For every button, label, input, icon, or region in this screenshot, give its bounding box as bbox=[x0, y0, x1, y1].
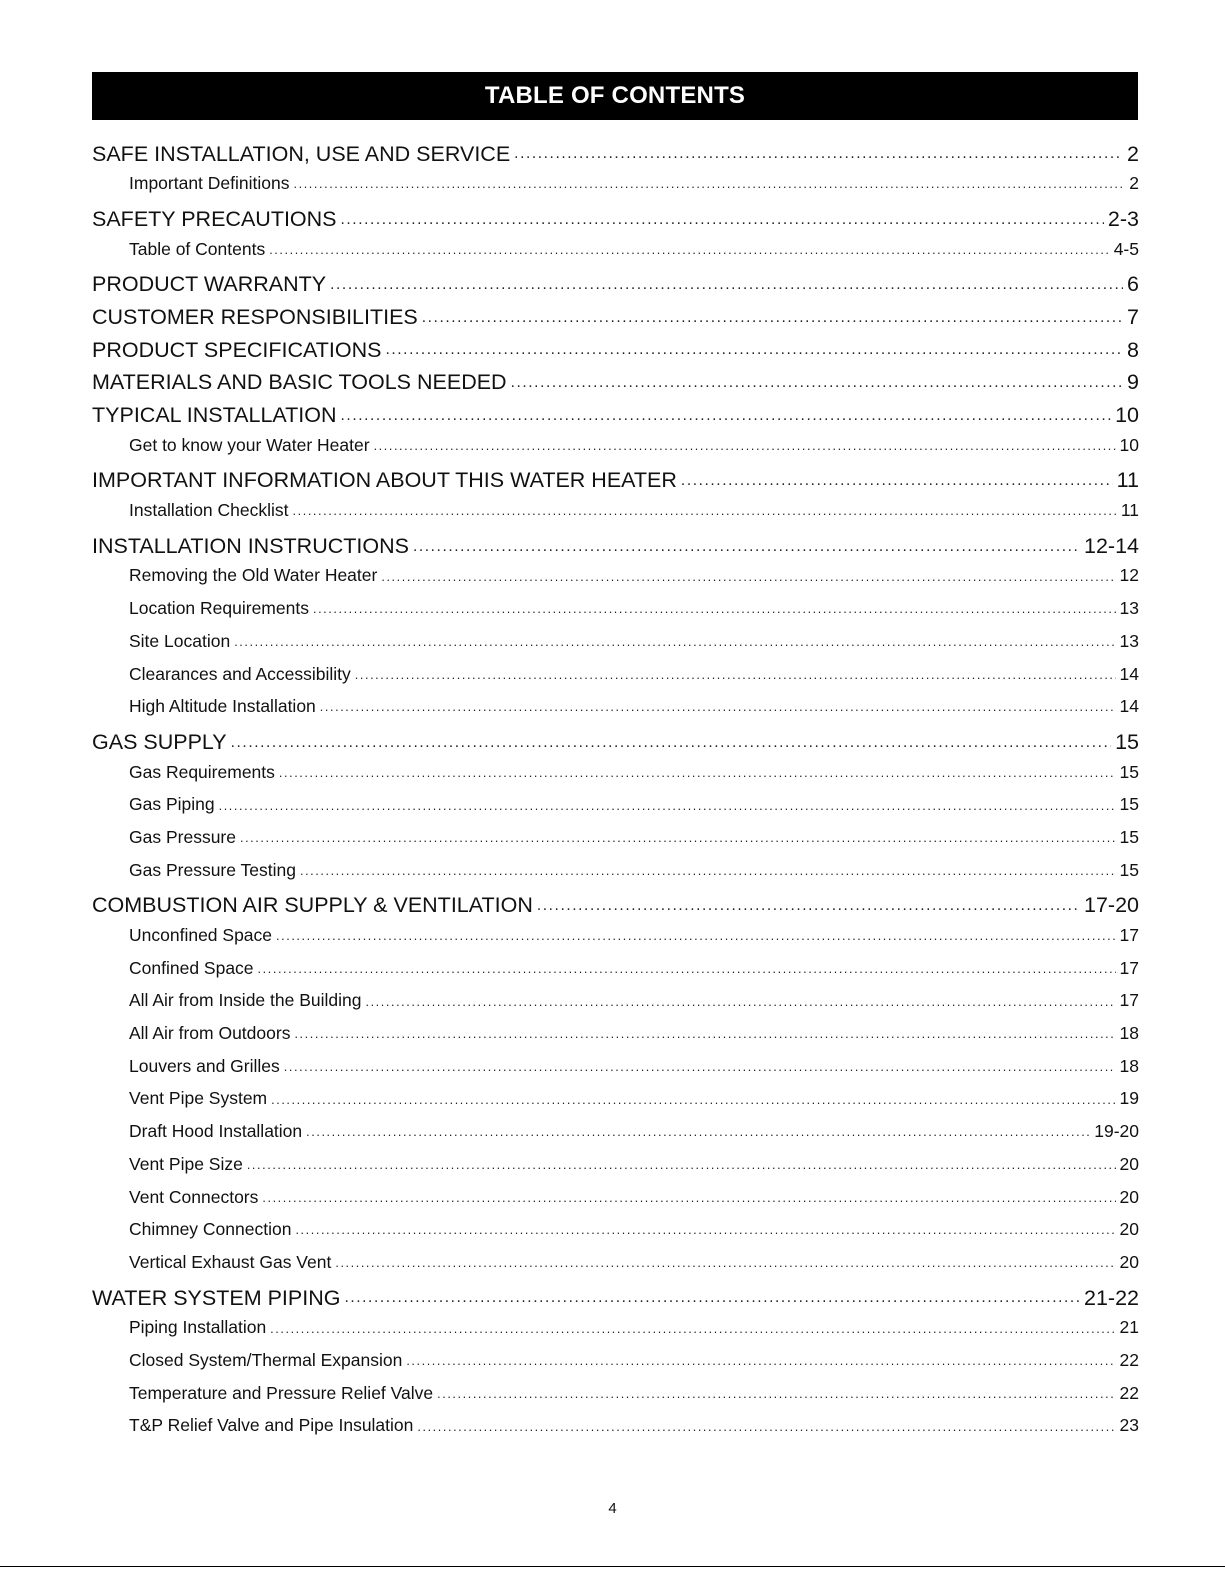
dot-leader bbox=[365, 989, 1115, 1007]
toc-entry-page: 18 bbox=[1119, 1023, 1139, 1044]
toc-entry-page: 14 bbox=[1119, 696, 1139, 717]
toc-subsection-entry bbox=[92, 1120, 1139, 1153]
toc-entry-page: 4-5 bbox=[1113, 238, 1139, 259]
toc-entry-label: All Air from Inside the Building bbox=[129, 990, 362, 1011]
toc-entry-page: 6 bbox=[1127, 272, 1139, 297]
toc-subsection-entry bbox=[92, 1022, 1139, 1055]
toc-entry-page: 11 bbox=[1116, 468, 1139, 493]
toc-entry-page: 20 bbox=[1119, 1186, 1139, 1207]
dot-leader bbox=[335, 1250, 1115, 1268]
toc-subsection-entry bbox=[92, 1316, 1139, 1349]
toc-subsection-entry bbox=[92, 858, 1139, 891]
toc-entry-page: 22 bbox=[1119, 1382, 1139, 1403]
toc-entry-label: WATER SYSTEM PIPING bbox=[92, 1285, 341, 1310]
dot-leader bbox=[406, 1348, 1115, 1366]
toc-section-entry bbox=[92, 204, 1139, 237]
toc-subsection-entry bbox=[92, 1054, 1139, 1087]
toc-entry-page: 8 bbox=[1127, 337, 1139, 362]
toc-entry-label: Closed System/Thermal Expansion bbox=[129, 1349, 403, 1370]
toc-entry-page: 15 bbox=[1119, 859, 1139, 880]
dot-leader bbox=[295, 1218, 1115, 1236]
toc-entry-page: 15 bbox=[1115, 729, 1139, 754]
dot-leader bbox=[344, 1283, 1080, 1305]
toc-entry-page: 21-22 bbox=[1084, 1285, 1139, 1310]
toc-entry-page: 17 bbox=[1119, 957, 1139, 978]
toc-entry-page: 17 bbox=[1119, 990, 1139, 1011]
toc-entry-label: Unconfined Space bbox=[129, 925, 273, 945]
toc-entry-label: T&P Relief Valve and Pipe Insulation bbox=[129, 1415, 414, 1436]
toc-title: TABLE OF CONTENTS bbox=[484, 82, 746, 109]
toc-subsection-entry bbox=[92, 1185, 1139, 1218]
toc-entry-page: 9 bbox=[1127, 370, 1139, 395]
toc-entry-label: Louvers and Grilles bbox=[129, 1055, 280, 1076]
toc-entry-label: Location Requirements bbox=[129, 598, 309, 619]
toc-entry-page: 13 bbox=[1119, 598, 1139, 619]
dot-leader bbox=[294, 172, 1126, 190]
dot-leader bbox=[381, 564, 1115, 582]
toc-entry-label: Vertical Exhaust Gas Vent bbox=[129, 1251, 332, 1272]
toc-section-entry bbox=[92, 531, 1139, 564]
toc-entry-label: Chimney Connection bbox=[129, 1219, 292, 1240]
toc-entry-label: Table of Contents bbox=[129, 238, 266, 259]
dot-leader bbox=[276, 924, 1116, 942]
toc-section-entry bbox=[92, 302, 1139, 335]
dot-leader bbox=[341, 204, 1104, 226]
toc-entry-page: 12 bbox=[1119, 565, 1139, 586]
toc-list bbox=[92, 139, 1139, 1447]
dot-leader bbox=[270, 1316, 1115, 1334]
toc-entry-label: TYPICAL INSTALLATION bbox=[92, 403, 337, 427]
toc-section-entry bbox=[92, 270, 1139, 303]
toc-entry-page: 18 bbox=[1119, 1055, 1139, 1076]
toc-subsection-entry bbox=[92, 629, 1139, 662]
dot-leader bbox=[284, 1054, 1116, 1072]
toc-subsection-entry bbox=[92, 1381, 1139, 1414]
dot-leader bbox=[258, 956, 1116, 974]
dot-leader bbox=[240, 825, 1116, 843]
toc-subsection-entry bbox=[92, 597, 1139, 630]
toc-subsection-entry bbox=[92, 433, 1139, 466]
toc-entry-label: SAFETY PRECAUTIONS bbox=[92, 206, 337, 231]
toc-entry-label: Get to know your Water Heater bbox=[129, 434, 370, 455]
toc-entry-label: Draft Hood Installation bbox=[129, 1121, 303, 1142]
toc-entry-page: 20 bbox=[1119, 1219, 1139, 1240]
toc-subsection-entry bbox=[92, 760, 1139, 793]
dot-leader bbox=[330, 270, 1123, 292]
dot-leader bbox=[279, 760, 1116, 778]
dot-leader bbox=[341, 401, 1112, 423]
toc-entry-label: Gas Requirements bbox=[129, 761, 275, 782]
toc-entry-page: 7 bbox=[1127, 304, 1139, 329]
toc-entry-label: Confined Space bbox=[129, 957, 254, 978]
toc-entry-label: Site Location bbox=[129, 630, 231, 651]
dot-leader bbox=[422, 302, 1123, 324]
toc-entry-label: Gas Pressure bbox=[129, 826, 236, 847]
toc-entry-label: Vent Connectors bbox=[129, 1186, 259, 1207]
toc-subsection-entry bbox=[92, 695, 1139, 728]
toc-entry-page: 15 bbox=[1119, 794, 1139, 815]
toc-section-entry bbox=[92, 368, 1139, 401]
toc-entry-page: 14 bbox=[1119, 663, 1139, 684]
toc-subsection-entry bbox=[92, 1152, 1139, 1185]
toc-entry-page: 20 bbox=[1119, 1251, 1139, 1272]
toc-entry-label: CUSTOMER RESPONSIBILITIES bbox=[92, 304, 418, 329]
dot-leader bbox=[511, 368, 1123, 390]
toc-subsection-entry bbox=[92, 924, 1139, 957]
toc-entry-page: 17-20 bbox=[1084, 893, 1139, 918]
toc-entry-page: 21 bbox=[1119, 1317, 1139, 1338]
dot-leader bbox=[320, 695, 1116, 713]
toc-entry-label: Piping Installation bbox=[129, 1317, 267, 1338]
toc-section-entry bbox=[92, 891, 1139, 924]
bottom-rule bbox=[0, 1566, 1225, 1567]
toc-entry-label: GAS SUPPLY bbox=[92, 729, 227, 754]
toc-entry-page: 22 bbox=[1119, 1349, 1139, 1370]
toc-section-entry bbox=[92, 466, 1139, 499]
dot-leader bbox=[247, 1152, 1116, 1170]
toc-subsection-entry bbox=[92, 499, 1139, 532]
dot-leader bbox=[681, 466, 1113, 488]
dot-leader bbox=[231, 727, 1111, 749]
toc-subsection-entry bbox=[92, 1087, 1139, 1120]
toc-entry-page: 11 bbox=[1120, 500, 1139, 521]
dot-leader bbox=[374, 433, 1116, 451]
toc-entry-label: MATERIALS AND BASIC TOOLS NEEDED bbox=[92, 370, 507, 395]
toc-subsection-entry bbox=[92, 172, 1139, 205]
toc-entry-label: PRODUCT SPECIFICATIONS bbox=[92, 337, 382, 362]
toc-entry-page: 15 bbox=[1119, 761, 1139, 782]
toc-entry-label: INSTALLATION INSTRUCTIONS bbox=[92, 533, 409, 558]
toc-entry-page: 2-3 bbox=[1107, 206, 1139, 231]
toc-entry-page: 23 bbox=[1119, 1415, 1139, 1436]
toc-entry-page: 19-20 bbox=[1094, 1121, 1139, 1142]
toc-subsection-entry bbox=[92, 564, 1139, 597]
toc-entry-page: 2 bbox=[1129, 173, 1139, 194]
dot-leader bbox=[355, 662, 1116, 680]
toc-subsection-entry bbox=[92, 1348, 1139, 1381]
toc-subsection-entry bbox=[92, 956, 1139, 989]
toc-entry-page: 10 bbox=[1119, 434, 1139, 455]
toc-section-entry bbox=[92, 335, 1139, 368]
dot-leader bbox=[514, 139, 1123, 161]
toc-entry-page: 10 bbox=[1115, 403, 1139, 427]
toc-subsection-entry bbox=[92, 1414, 1139, 1447]
toc-entry-page: 19 bbox=[1119, 1088, 1139, 1109]
toc-subsection-entry bbox=[92, 662, 1139, 695]
dot-leader bbox=[262, 1185, 1115, 1203]
toc-entry-label: Vent Pipe System bbox=[129, 1088, 268, 1109]
toc-entry-page: 13 bbox=[1119, 630, 1139, 651]
dot-leader bbox=[271, 1087, 1115, 1105]
toc-entry-label: High Altitude Installation bbox=[129, 696, 316, 717]
toc-entry-label: SAFE INSTALLATION, USE AND SERVICE bbox=[92, 141, 511, 166]
toc-entry-label: Temperature and Pressure Relief Valve bbox=[129, 1382, 434, 1403]
dot-leader bbox=[219, 793, 1116, 811]
toc-entry-page: 2 bbox=[1127, 141, 1139, 166]
toc-subsection-entry bbox=[92, 793, 1139, 826]
dot-leader bbox=[313, 597, 1116, 615]
page-number: 4 bbox=[608, 1500, 617, 1517]
toc-subsection-entry bbox=[92, 1218, 1139, 1251]
dot-leader bbox=[385, 335, 1123, 357]
toc-entry-label: Important Definitions bbox=[129, 173, 290, 194]
dot-leader bbox=[306, 1120, 1090, 1138]
toc-section-entry bbox=[92, 1283, 1139, 1316]
toc-title-banner bbox=[92, 72, 1138, 120]
toc-entry-page: 20 bbox=[1119, 1153, 1139, 1174]
dot-leader bbox=[300, 858, 1116, 876]
toc-section-entry bbox=[92, 401, 1139, 434]
dot-leader bbox=[417, 1414, 1115, 1432]
dot-leader bbox=[293, 499, 1117, 517]
toc-subsection-entry bbox=[92, 1250, 1139, 1283]
toc-entry-label: Vent Pipe Size bbox=[129, 1153, 243, 1174]
toc-entry-label: COMBUSTION AIR SUPPLY & VENTILATION bbox=[92, 893, 533, 918]
toc-entry-label: Gas Piping bbox=[129, 794, 215, 815]
dot-leader bbox=[294, 1022, 1115, 1040]
toc-entry-page: 15 bbox=[1119, 826, 1139, 847]
toc-section-entry bbox=[92, 139, 1139, 172]
toc-entry-label: Removing the Old Water Heater bbox=[129, 565, 378, 586]
toc-entry-label: Installation Checklist bbox=[129, 500, 289, 521]
dot-leader bbox=[437, 1381, 1115, 1399]
toc-entry-label: PRODUCT WARRANTY bbox=[92, 272, 327, 297]
toc-entry-label: Gas Pressure Testing bbox=[129, 859, 296, 880]
toc-subsection-entry bbox=[92, 237, 1139, 270]
toc-subsection-entry bbox=[92, 825, 1139, 858]
toc-entry-label: Clearances and Accessibility bbox=[129, 663, 351, 684]
dot-leader bbox=[413, 531, 1080, 553]
toc-entry-label: All Air from Outdoors bbox=[129, 1023, 291, 1044]
dot-leader bbox=[234, 629, 1115, 647]
dot-leader bbox=[269, 237, 1110, 255]
toc-entry-page: 12-14 bbox=[1084, 533, 1139, 558]
dot-leader bbox=[537, 891, 1080, 913]
toc-entry-label: IMPORTANT INFORMATION ABOUT THIS WATER HEATER bbox=[92, 468, 677, 493]
toc-section-entry bbox=[92, 727, 1139, 760]
toc-entry-page: 17 bbox=[1119, 925, 1139, 945]
toc-subsection-entry bbox=[92, 989, 1139, 1022]
